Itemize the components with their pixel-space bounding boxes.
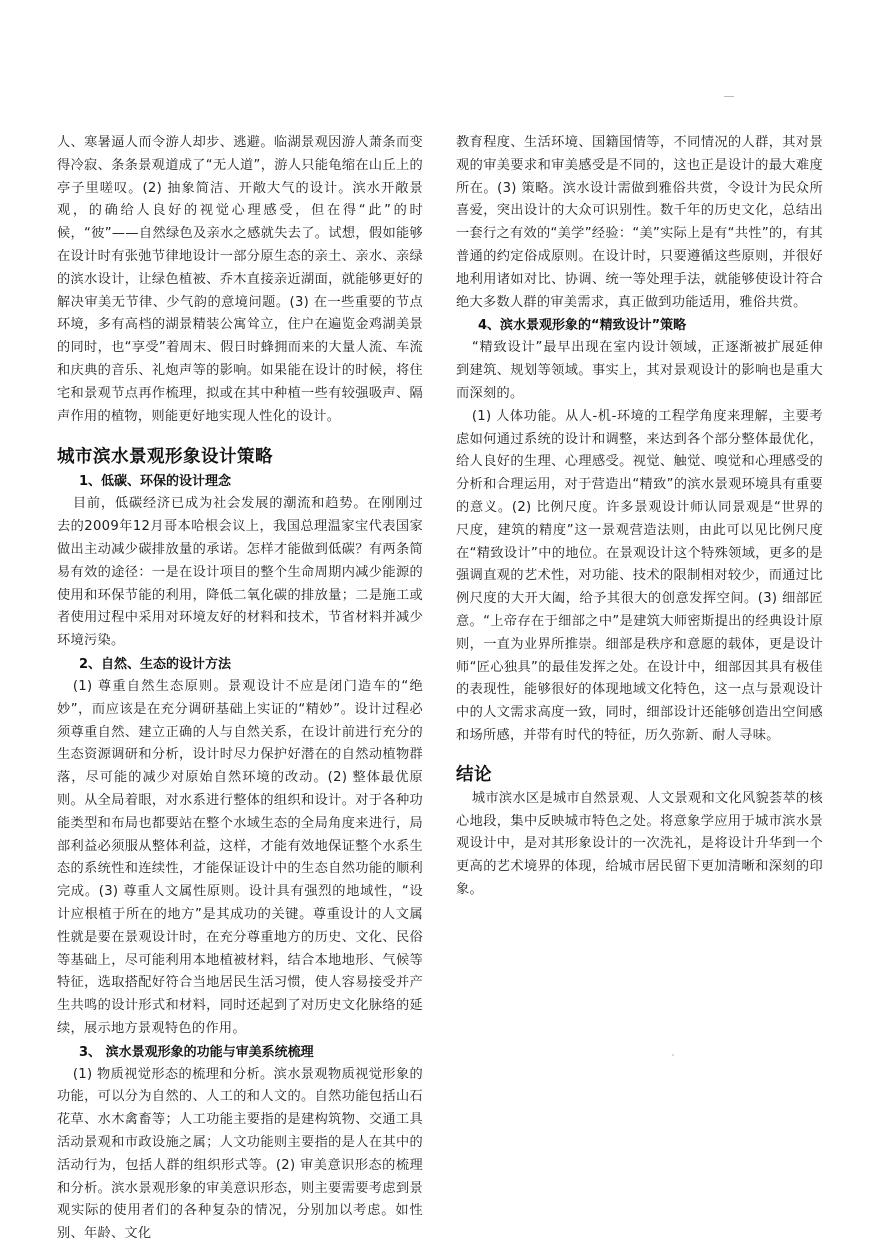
scan-speck	[672, 1054, 674, 1056]
subsection-title-low-carbon: 1、低碳、环保的设计理念	[79, 474, 232, 490]
subsection-title-ecology: 2、自然、生态的设计方法	[79, 656, 232, 672]
left-column	[57, 132, 423, 1246]
paragraph-refined-details: (1) 人体功能。从人-机-环境的工程学角度来理解，主要考虑如何通过系统的设计和调整，来达到各个部分整体最优化，给人良好的生理、心理感受。视觉、触觉、嗅觉和心理感受的分析和合理运用，对于营造出“精致”的滨水景观环境具有重要的意义。(2) 比例尺度。许多景观设计师认同景观是“世界的尺度，建筑的精度”这一景观营造法则，由此可以见比例尺度在“精致设计”中的地位。在景观设计这个特殊领域，更多的是强调直观的艺术性，对功能、技术的限制相对较少，而通过比例尺度的大开大阖，给予其很大的创意发挥空间。(3) 细部匠意。“上帝存在于细部之中”是建筑大师密斯提出的经典设计原则，一直为业界所推崇。细部是秩序和意愿的载体，更是设计师“匠心独具”的最佳发挥之处。在设计中，细部因其具有极佳的表现性，能够很好的体现地域文化特色，这一点与景观设计中的人文需求高度一致，同时，细部设计还能够创造出空间感和场所感，并带有时代的特征，历久弥新、耐人寻味。	[456, 408, 823, 743]
paragraph-ecology: (1) 尊重自然生态原则。景观设计不应是闭门造车的“绝妙”，而应该是在充分调研基础上实证的“精妙”。设计过程必须尊重自然、建立正确的人与自然关系，在设计前进行充分的生态资源调研和分析，设计时尽力保护好潜在的自然动植物群落，尽可能的减少对原始自然环境的改动。(2) 整体最优原则。从全局着眼，对水系进行整体的组织和设计。对于各种功能类型和布局也都要站在整个水域生态的全局角度来进行，局部利益必须服从整体利益，这样，才能有效地保证整个水系生态的系统性和连续性，才能保证设计中的生态自然功能的顺利完成。(3) 尊重人文属性原则。设计具有强烈的地域性，“设计应根植于所在的地方”是其成功的关键。尊重设计的人文属性就是要在景观设计时，在充分尊重地方的历史、文化、民俗等基础上，尽可能利用本地植被材料，结合本地地形、气候等特征，选取搭配好符合当地居民生活习惯，使人容易接受并产生共鸣的设计形式和材料，同时还起到了对历史文化脉络的延续，展示地方景观特色的作用。	[57, 678, 423, 1036]
subsection-title-refined-design: 4、滨水景观形象的“精致设计”策略	[478, 318, 687, 334]
paragraph-continued: 人、寒暑逼人而令游人却步、逃避。临湖景观因游人萧条而变得冷寂、条条景观道成了“无人道”，游人只能龟缩在山丘上的亭子里嗟叹。(2) 抽象简洁、开敞大气的设计。滨水开敞景观，的确给人良好的视觉心理感受，但在得“此”的时候，“彼”——自然绿色及亲水之感就失去了。试想，假如能够在设计时有张弛节律地设计一部分原生态的亲土、亲水、亲绿的滨水设计，让绿色植被、乔木直接亲近湖面，就能够更好的解决审美无节律、少气韵的意境问题。(3) 在一些重要的节点环境，多有高档的湖景精装公寓耸立，住户在遍览金鸡湖美景的同时，也“享受”着周末、假日时蜂拥而来的大量人流、车流和庆典的音乐、礼炮声等的影响。如果能在设计的时候，将住宅和景观节点再作梳理，拟或在其中种植一些有较强吸声、隔声作用的植物，则能更好地实现人性化的设计。	[57, 135, 423, 424]
paragraph-refined-intro: “精致设计”最早出现在室内设计领域，正逐渐被扩展延伸到建筑、规划等领域。事实上，其对景观设计的影响也是重大而深刻的。	[456, 340, 823, 401]
section-title-conclusion: 结论	[456, 764, 492, 785]
paragraph-continued-right: 教育程度、生活环境、国籍国情等，不同情况的人群，其对景观的审美要求和审美感受是不同的，这也正是设计的最大难度所在。(3) 策略。滨水设计需做到雅俗共赏，令设计为民众所喜爱，突出设计的大众可识别性。数千年的历史文化，总结出一套行之有效的“美学”经验：“美”实际上是有“共性”的，有其普通的约定俗成原则。在设计时，只要遵循这些原则，并很好地利用诸如对比、协调、统一等处理手法，就能够使设计符合绝大多数人群的审美需求，真正做到功能适用，雅俗共赏。	[456, 135, 823, 310]
paragraph-conclusion: 城市滨水区是城市自然景观、人文景观和文化风貌荟萃的核心地段，集中反映城市特色之处。将意象学应用于城市滨水景观设计中，是对其形象设计的一次洗礼，是将设计升华到一个更高的艺术境界的体现，给城市居民留下更加清晰和深刻的印象。	[456, 790, 823, 897]
page-mark	[724, 96, 734, 97]
right-column	[456, 132, 823, 902]
paragraph-low-carbon: 目前，低碳经济已成为社会发展的潮流和趋势。在刚刚过去的2009年12月哥本哈根会议上，我国总理温家宝代表国家做出主动减少碳排放量的承诺。怎样才能做到低碳？有两条简易有效的途径：一是在设计项目的整个生命周期内减少能源的使用和环保节能的利用，降低二氧化碳的排放量；二是施工或者使用过程中采用对环境友好的材料和技术，节省材料并减少环境污染。	[57, 496, 423, 649]
section-title-strategy: 城市滨水景观形象设计策略	[57, 447, 273, 468]
subsection-title-function-aesthetics: 3、 滨水景观形象的功能与审美系统梳理	[79, 1044, 314, 1060]
paragraph-function-aesthetics: (1) 物质视觉形态的梳理和分析。滨水景观物质视觉形象的功能，可以分为自然的、人工的和人文的。自然功能包括山石花草、水木禽畜等；人工功能主要指的是建构筑物、交通工具活动景观和市政设施之属；人文功能则主要指的是人在其中的活动行为，包括人群的组织形式等。(2) 审美意识形态的梳理和分析。滨水景观形象的审美意识形态，则主要需要考虑到景观实际的使用者们的各种复杂的情况，分别加以考虑。如性别、年龄、文化	[57, 1066, 423, 1242]
